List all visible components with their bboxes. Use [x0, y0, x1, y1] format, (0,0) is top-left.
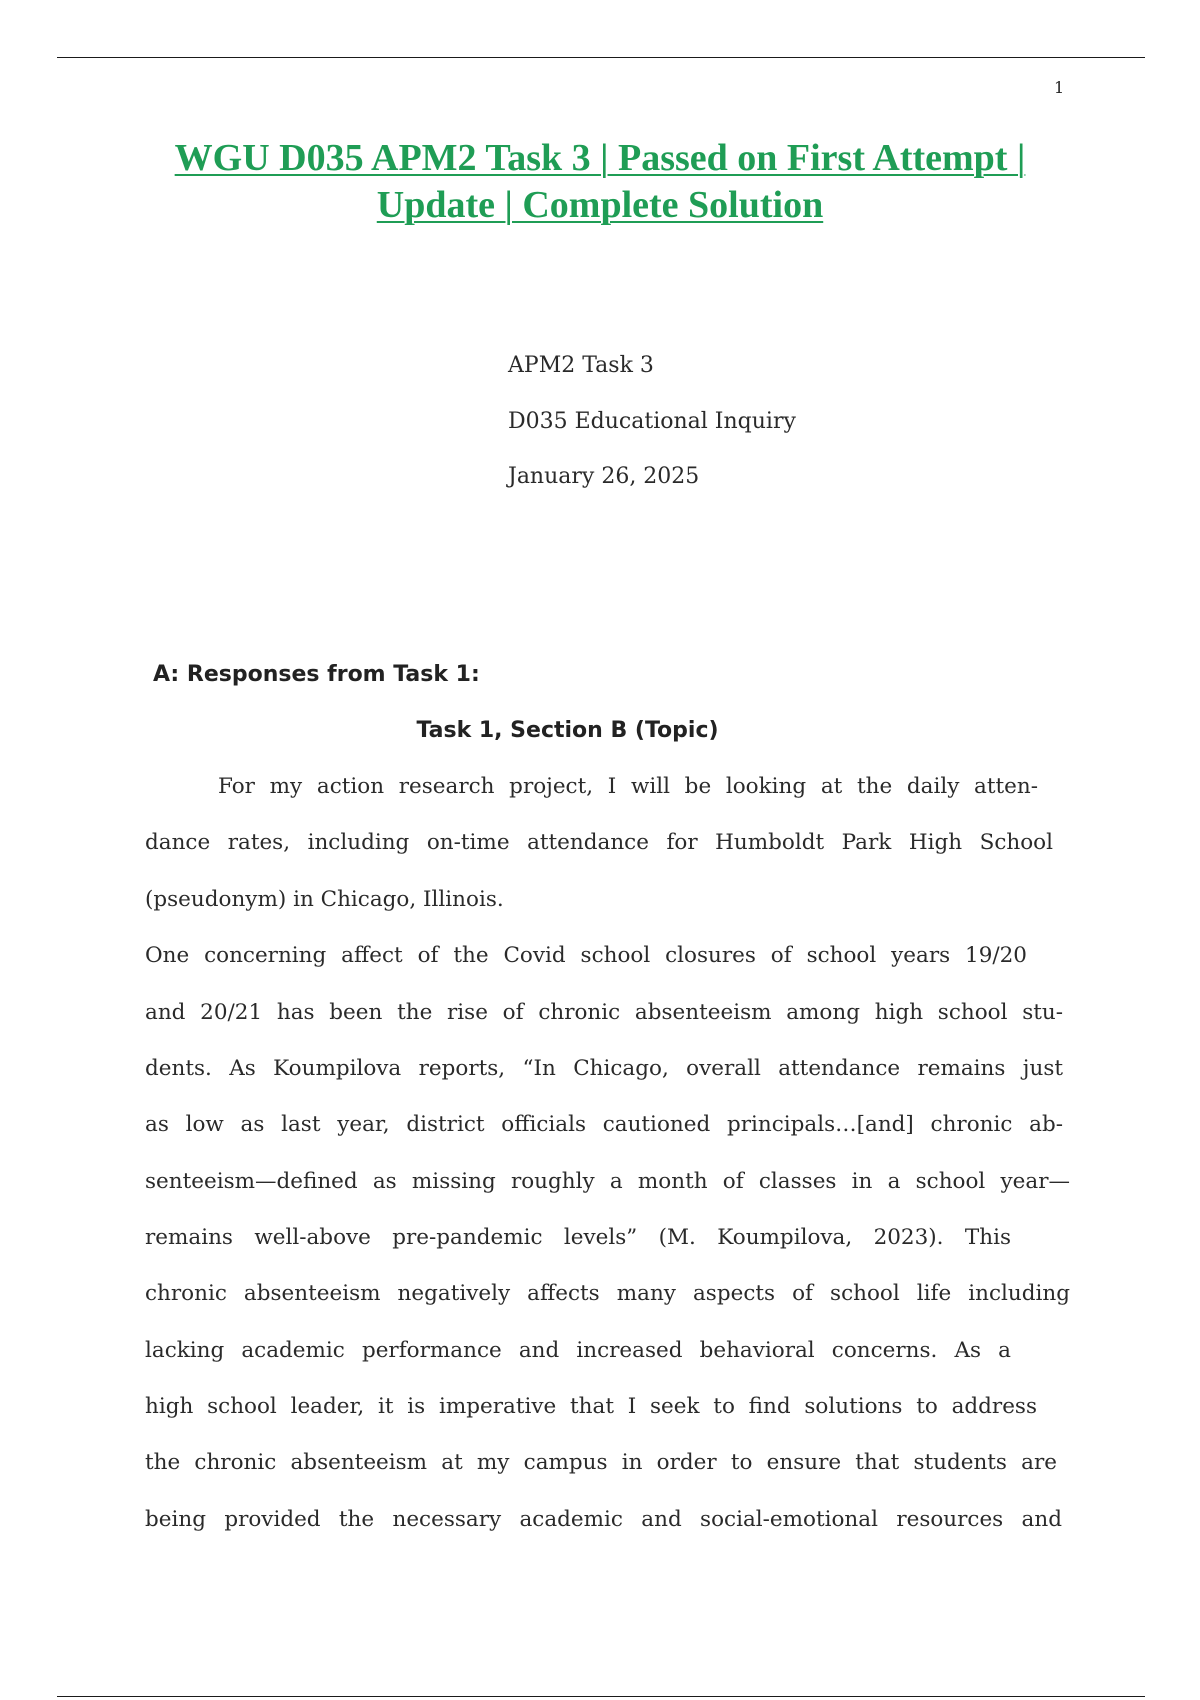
- document-title-line-1[interactable]: WGU D035 APM2 Task 3 | Passed on First Attempt |: [174, 137, 1026, 179]
- body-line: the chronic absenteeism at my campus in order to ensure that students are: [145, 1450, 1057, 1475]
- document-title[interactable]: [100, 135, 1100, 229]
- body-line: as low as last year, district officials cautioned principals…[and] chronic ab-: [145, 1112, 1063, 1137]
- body-line: dents. As Koumpilova reports, “In Chicago, overall attendance remains just: [145, 1056, 1063, 1081]
- footer-rule: [57, 1696, 1145, 1697]
- document-date: January 26, 2025: [508, 464, 700, 489]
- header-rule: [57, 57, 1145, 58]
- document-title-line-2[interactable]: Update | Complete Solution: [376, 184, 824, 226]
- assignment-name: APM2 Task 3: [508, 353, 654, 378]
- body-line: chronic absenteeism negatively affects many aspects of school life including: [145, 1281, 1070, 1306]
- body-line: senteeism—defined as missing roughly a month of classes in a school year—: [145, 1169, 1070, 1194]
- body-line: and 20/21 has been the rise of chronic absenteeism among high school stu-: [145, 1000, 1063, 1025]
- body-line: high school leader, it is imperative that I seek to find solutions to address: [145, 1394, 1037, 1419]
- subsection-heading: Task 1, Section B (Topic): [416, 718, 719, 743]
- body-line: dance rates, including on-time attendance for Humboldt Park High School: [145, 830, 1053, 855]
- section-heading: A: Responses from Task 1:: [153, 662, 480, 687]
- body-line: (pseudonym) in Chicago, Illinois.: [145, 887, 504, 912]
- page-number: 1: [1054, 78, 1065, 97]
- body-line: One concerning affect of the Covid school closures of school years 19/20: [145, 943, 1027, 968]
- body-line: For my action research project, I will be looking at the daily atten-: [218, 774, 1038, 799]
- body-line: remains well-above pre-pandemic levels” (M. Koumpilova, 2023). This: [145, 1225, 1011, 1250]
- course-name: D035 Educational Inquiry: [508, 409, 796, 434]
- body-line: being provided the necessary academic and social-emotional resources and: [145, 1507, 1062, 1532]
- body-line: lacking academic performance and increased behavioral concerns. As a: [145, 1338, 1011, 1363]
